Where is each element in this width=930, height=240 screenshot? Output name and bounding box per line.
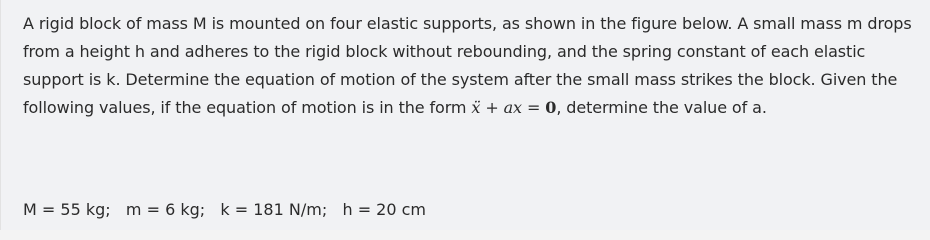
problem-text-after: , determine the value of a. bbox=[556, 98, 767, 117]
equation-lhs: ẍ + ax bbox=[471, 98, 522, 117]
equation-of-motion bbox=[471, 98, 556, 117]
given-values: M = 55 kg; m = 6 kg; k = 181 N/m; h = 20 cm bbox=[23, 200, 427, 219]
problem-text-before: A rigid block of mass M is mounted on four elastic supports, as shown in the figure below. A small mass m drops from a height h and adheres to the rigid block without rebounding, and the spring constant of each elastic support is k. Determine the equation of motion of the system after the small mass strikes the block. Given the following values, if the equation of motion is in the form bbox=[23, 14, 912, 117]
equation-equals: = bbox=[521, 98, 546, 117]
problem-paragraph bbox=[23, 10, 918, 122]
problem-statement bbox=[23, 10, 918, 122]
equation-rhs: 0 bbox=[545, 98, 557, 117]
